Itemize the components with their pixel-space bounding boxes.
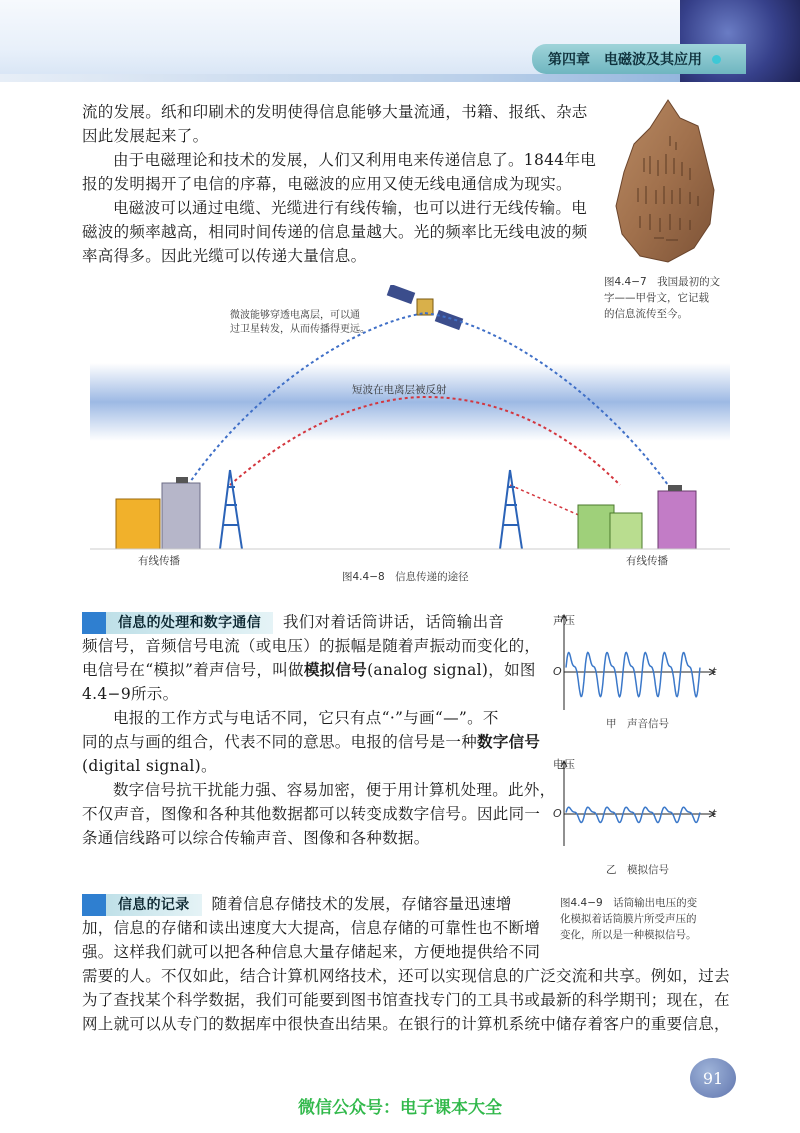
chapter-dot-icon <box>712 55 721 64</box>
microwave-note <box>230 309 410 337</box>
chart-b-xlabel: t <box>712 807 717 820</box>
chart-a-xlabel: t <box>712 665 717 678</box>
oracle-bone-image <box>610 98 720 266</box>
text-line: 数字信号抗干扰能力强、容易加密，便于用计算机处理。此外， <box>113 781 556 799</box>
text-line: 磁波的频率越高，相同时间传递的信息量越大。光的频率比无线电波的频 <box>82 223 588 241</box>
caption-line: 化模拟着话筒膜片所受声压的 <box>560 913 697 925</box>
figure-caption-4-4-8: 图4.4−8 信息传递的途径 <box>342 571 469 583</box>
text-span: (analog signal)，如图 <box>367 661 536 679</box>
text-line <box>82 658 562 682</box>
page-number: 91 <box>690 1058 736 1098</box>
chart-a-label: 甲 声音信号 <box>606 718 669 730</box>
text-line <box>82 610 562 634</box>
text-span: 随着信息存储技术的发展，存储容量迅速增 <box>211 895 512 913</box>
note-line: 过卫星转发，从而传播得更远。 <box>230 324 370 335</box>
chapter-number: 第四章 <box>548 52 590 68</box>
building-right-3 <box>658 491 696 549</box>
text-line: 不仅声音，图像和各种其他数据都可以转变成数字信号。因此同一 <box>82 805 541 823</box>
text-line: 电报的工作方式与电话不同，它只有点“·”与画“—”。不 <box>113 709 499 727</box>
text-line: 电磁波可以通过电缆、光缆进行有线传输，也可以进行无线传输。电 <box>113 199 588 217</box>
building-left-2 <box>162 483 200 549</box>
text-line: 网上就可以从专门的数据库中很快查出结果。在银行的计算机系统中储存着客户的重要信息， <box>82 1015 730 1033</box>
text-line: 条通信线路可以综合传输声音、图像和各种数据。 <box>82 829 430 847</box>
caption-line: 图4.4−9 话筒输出电压的变 <box>560 897 698 909</box>
section-information-recording <box>82 892 742 1036</box>
text-line: 4.4−9所示。 <box>82 685 179 703</box>
text-line: 加，信息的存储和读出速度大大提高，信息存储的可靠性也不断增 <box>82 919 541 937</box>
note-line: 微波能够穿透电离层，可以通 <box>230 310 360 321</box>
text-line: 需要的人。不仅如此，结合计算机网络技术，还可以实现信息的广泛交流和共享。例如，过去 <box>82 967 730 985</box>
sound-wave-curve <box>566 653 700 697</box>
text-line: 报的发明揭开了电信的序幕，电磁波的应用又使无线电通信成为现实。 <box>82 175 572 193</box>
text-span: 电信号在“模拟”着声信号，叫做 <box>82 661 304 679</box>
text-line <box>82 892 742 916</box>
chart-b-ylabel: 电压 <box>553 758 575 771</box>
text-line: 因此发展起来了。 <box>82 127 209 145</box>
text-span: 同的点与画的组合，代表不同的意思。电报的信号是一种 <box>82 733 478 751</box>
section-tag-recording: 信息的记录 <box>82 894 202 916</box>
text-line: (digital signal)。 <box>82 757 217 775</box>
section-tag-processing: 信息的处理和数字通信 <box>82 612 273 634</box>
chart-a-ylabel: 声压 <box>553 614 575 627</box>
ionosphere-label: 短波在电离层被反射 <box>352 384 447 396</box>
building-right-2 <box>610 513 642 549</box>
building-left-1 <box>116 499 160 549</box>
text-line <box>82 730 562 754</box>
chart-a-origin: O <box>553 665 562 678</box>
transmission-diagram <box>90 285 730 575</box>
radio-tower-left <box>220 470 242 549</box>
chapter-tab <box>532 44 746 74</box>
text-line: 率高得多。因此光缆可以传递大量信息。 <box>82 247 367 265</box>
keyword-analog: 模拟信号 <box>303 661 368 679</box>
text-line: 强。这样我们就可以把各种信息大量存储起来，方便地提供给不同 <box>82 943 541 961</box>
chart-b-label: 乙 模拟信号 <box>606 864 669 876</box>
caption-line: 字——甲骨文，它记载 <box>604 292 709 304</box>
paragraph-intro <box>82 100 602 268</box>
caption-line: 图4.4−7 我国最初的文 <box>604 276 721 288</box>
text-line: 为了查找某个科学数据，我们可能要到图书馆查找专门的工具书或最新的科学期刊；现在，在 <box>82 991 730 1009</box>
caption-line: 变化，所以是一种模拟信号。 <box>560 929 697 941</box>
analog-wave-curve <box>566 807 700 822</box>
text-line: 频信号，音频信号电流（或电压）的振幅是随着声振动而变化的， <box>82 637 541 655</box>
section-digital-communication <box>82 610 562 850</box>
text-line: 流的发展。纸和印刷术的发明使得信息能够大量流通，书籍、报纸、杂志 <box>82 103 588 121</box>
caption-line: 的信息流传至今。 <box>604 308 688 320</box>
keyword-digital: 数字信号 <box>477 733 541 751</box>
wired-label-left: 有线传播 <box>138 555 180 567</box>
footer-watermark: 微信公众号：电子课本大全 <box>298 1098 502 1118</box>
building-right-1 <box>578 505 614 549</box>
chapter-title: 电磁波及其应用 <box>604 52 702 68</box>
chart-b-origin: O <box>553 807 562 820</box>
text-line: 由于电磁理论和技术的发展，人们又利用电来传递信息了。1844年电 <box>113 151 597 169</box>
sound-signal-chart <box>550 612 725 712</box>
ionosphere-band <box>90 363 730 441</box>
text-span: 我们对着话筒讲话，话筒输出音 <box>283 613 505 631</box>
radio-tower-right <box>500 470 522 549</box>
wired-label-right: 有线传播 <box>626 555 668 567</box>
analog-signal-chart <box>550 758 725 848</box>
